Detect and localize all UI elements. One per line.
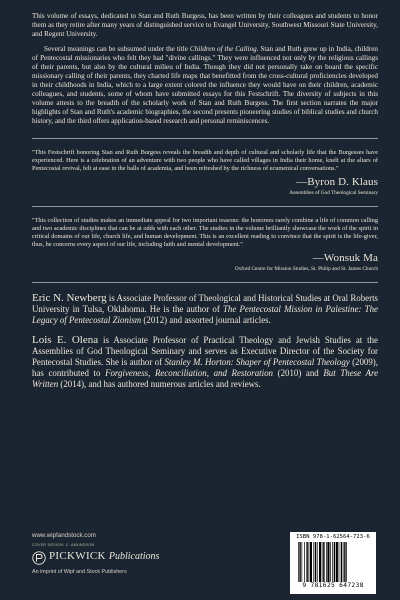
author-name: Eric N. Newberg	[32, 292, 107, 304]
book-title: Children of the Calling	[189, 45, 257, 53]
barcode-bar	[298, 542, 299, 582]
author-bio-text: is Associate Professor of Practical Theology and Jewish Studies at the Assemblies of God Theological Seminary and serves as Executive Director of the Society for Pentecostal Studies. She is author of	[32, 335, 379, 367]
cover-design-credit: COVER DESIGN: C. AMUNDSON	[32, 543, 95, 547]
barcode-bar	[332, 542, 333, 582]
author-book-title: Forgiveness, Reconciliation, and Restoration	[105, 367, 273, 378]
endorser-affiliation: Oxford Centre for Mission Studies, St. Philip and St. James Church	[234, 266, 378, 272]
barcode-bar	[330, 542, 331, 582]
description-paragraph-2-start: Several meanings can be subsumed under the title	[44, 45, 190, 53]
endorser-affiliation: Assemblies of God Theological Seminary	[289, 190, 378, 196]
author-book-title: Stanley M. Horton: Shaper of Pentecostal Theology	[164, 356, 350, 367]
imprint-line: An imprint of Wipf and Stock Publishers	[32, 569, 127, 575]
barcode-bar	[334, 542, 335, 582]
author-bio-text: (2012) and assorted journal articles.	[141, 314, 271, 325]
barcode-bar	[322, 542, 323, 582]
publisher-url[interactable]: www.wipfandstock.com	[32, 532, 96, 539]
barcode-bar	[341, 542, 342, 582]
author-bio	[32, 335, 378, 389]
barcode-bar	[313, 542, 314, 582]
barcode-bar	[304, 542, 305, 582]
barcode-bar	[323, 542, 324, 582]
author-bio	[32, 293, 378, 325]
barcode-bar	[339, 542, 340, 582]
footer	[32, 532, 378, 596]
barcode-bar	[343, 542, 344, 582]
barcode-bar	[317, 542, 318, 582]
publisher-logo-name: PICKWICK	[49, 550, 106, 562]
divider	[32, 206, 378, 207]
barcode-icon	[298, 542, 368, 582]
endorsement-quote: "This collection of studies makes an immediate appeal for two important reasons: the honorees rarely combine a life of common calling and two academic disciplines that can be at odds with each other. The studies in the volume brilliantly showcase the work of the spirit in critical domains of our life, church life, and human development. This is an excellent reading to convince that the spirit is the life-giver, thus, he concerns every aspect of our life, including faith and mental development."	[32, 217, 378, 248]
barcode-bar	[315, 542, 316, 582]
author-bio-text: is Associate Professor of Theological and Historical Studies at Oral Roberts University in Tulsa, Oklahoma. He is the author of	[32, 293, 378, 314]
barcode-bar	[346, 542, 347, 582]
isbn-text: ISBN 978-1-62564-723-6	[296, 534, 370, 540]
barcode-bar	[306, 542, 307, 582]
endorser-name: —Byron D. Klaus	[296, 176, 378, 188]
endorser-name: —Wonsuk Ma	[312, 252, 378, 264]
barcode-bar	[309, 542, 310, 582]
barcode-bar	[336, 542, 338, 582]
author-bio-text: (2009), has contributed to	[32, 356, 378, 378]
divider	[32, 282, 378, 283]
barcode-bar	[310, 542, 312, 582]
publisher-logo-text	[49, 550, 159, 562]
author-name: Lois E. Olena	[32, 334, 99, 347]
barcode-bar	[319, 542, 321, 582]
description-paragraph-1: This volume of essays, dedicated to Stan and Ruth Burgess, has been written by their colleagues and students to honor them as they retire after many years of distinguished service to Evangel University, Southwest Missouri State University, and Regent University.	[32, 12, 378, 38]
author-bio-text: (2014), and has authored numerous articles and reviews.	[58, 378, 261, 389]
author-bio-text: (2010) and	[272, 367, 324, 378]
barcode-bar	[302, 542, 303, 582]
barcode-bar	[326, 542, 327, 582]
author-book-title: But These Are Written	[32, 367, 379, 389]
barcode-digits: 9 781625 647238	[302, 582, 364, 589]
pickwick-logo-icon	[32, 551, 46, 565]
barcode-bar	[327, 542, 329, 582]
endorsement-quote: "This Festschrift honoring Stan and Ruth Burgess reveals the breadth and depth of cultural and scholarly life that the Burgesses have experienced. Here is a celebration of an adventure with two people who have called villages in India their home, knelt at the altars of Pentecostal revival, felt at ease in the balls of academia, and been refreshed by the richness of ecumenical conversations."	[32, 149, 378, 172]
isbn-barcode	[290, 532, 376, 594]
barcode-bar	[299, 542, 300, 582]
divider	[32, 138, 378, 139]
publisher-logo-subtitle: Publications	[108, 551, 160, 562]
barcode-bar	[344, 542, 345, 582]
description-paragraph-2-rest: . Stan and Ruth grew up in India, children of Pentecostal missionaries who felt they had "divine callings." They were influenced not only by the religious callings of their parents, but also by the cultural milieu of India. Though they did not personally take on board the specific missionary calling of their parents, they charted life maps that benefitted from the cross-cultural proficiencies developed in their childhoods in India, which to a large extent colored the influence they would have on their children, academic colleagues, and students, some of whom have submitted essays for this Festschrift. The diversity of subjects in this volume attests to the breadth of the scholarly work of Stan and Ruth Burgess. The first section narrates the major highlights of Stan and Ruth's academic biographies, the second presents pioneering studies of biblical studies and church history, and the third offers application-based research and personal reminiscences.	[32, 45, 378, 125]
description-paragraph-2	[32, 45, 378, 126]
author-book-title: The Pentecostal Mission in Palestine: The Legacy of Pentecostal Zionism	[32, 303, 378, 325]
